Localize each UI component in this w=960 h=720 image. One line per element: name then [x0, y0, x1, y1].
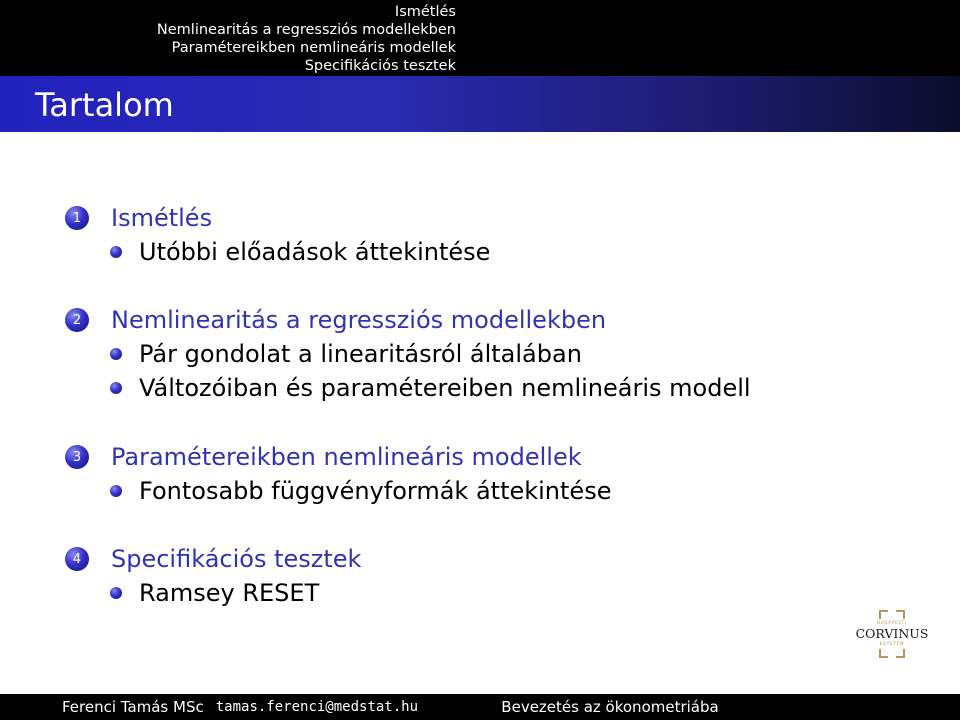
section-number-1: 1: [65, 206, 89, 230]
footer-author: Ferenci Tamás MSc: [61, 698, 204, 716]
logo-frame-bottom-right: [896, 649, 904, 657]
bullet-icon: [110, 587, 122, 599]
toc-subsection-2-2[interactable]: [110, 373, 751, 403]
corvinus-logo: [852, 607, 932, 661]
bullet-icon: [110, 246, 122, 258]
nav-item-specifikacios[interactable]: Specifikációs tesztek: [304, 58, 456, 74]
section-number-4: 4: [65, 547, 89, 571]
logo-bottom-text: EGYETEM: [879, 641, 905, 646]
logo-wordmark: CORVINUS: [855, 626, 929, 641]
toc-subsection-3-1[interactable]: [110, 476, 611, 506]
section-title-2[interactable]: Nemlinearitás a regressziós modellekben: [111, 306, 607, 334]
section-title-3[interactable]: Paramétereikben nemlineáris modellek: [111, 443, 582, 471]
subsection-title-1-1[interactable]: Utóbbi előadások áttekintése: [139, 238, 491, 266]
toc-section-4[interactable]: [65, 544, 361, 574]
section-title-4[interactable]: Specifikációs tesztek: [111, 545, 362, 573]
subsection-title-2-1[interactable]: Pár gondolat a linearitásról általában: [139, 340, 582, 368]
footer-course: Bevezetés az ökonometriába: [501, 698, 719, 716]
bullet-icon: [110, 382, 122, 394]
toc-section-2[interactable]: [65, 305, 606, 335]
logo-frame-bottom-left: [880, 649, 888, 657]
toc-section-3[interactable]: [65, 442, 582, 472]
toc-subsection-4-1[interactable]: [110, 578, 319, 608]
subsection-title-3-1[interactable]: Fontosabb függvényformák áttekintése: [139, 477, 612, 505]
footer-author-box: [0, 694, 480, 720]
logo-frame-top-left: [880, 611, 888, 619]
footer-email: tamas.ferenci@medstat.hu: [215, 699, 419, 715]
nav-item-nemlinearitas[interactable]: Nemlinearitás a regressziós modellekben: [156, 22, 456, 38]
toc-section-1[interactable]: [65, 203, 212, 233]
section-title-1[interactable]: Ismétlés: [111, 204, 213, 232]
bullet-icon: [110, 348, 122, 360]
section-number-3: 3: [65, 445, 89, 469]
subsection-title-2-2[interactable]: Változóiban és paramétereiben nemlineáris modell: [139, 374, 751, 402]
bullet-icon: [110, 485, 122, 497]
nav-item-ismetles[interactable]: Ismétlés: [394, 4, 456, 20]
nav-item-parametereikben[interactable]: Paramétereikben nemlineáris modellek: [171, 40, 456, 56]
logo-frame-top-right: [896, 611, 904, 619]
subsection-title-4-1[interactable]: Ramsey RESET: [139, 579, 320, 607]
logo-top-text: BUDAPESTI: [877, 620, 907, 625]
frame-title: Tartalom: [35, 86, 174, 124]
toc-subsection-1-1[interactable]: [110, 237, 490, 267]
section-number-2: 2: [65, 308, 89, 332]
footer-bar: [0, 694, 960, 720]
toc-subsection-2-1[interactable]: [110, 339, 582, 369]
